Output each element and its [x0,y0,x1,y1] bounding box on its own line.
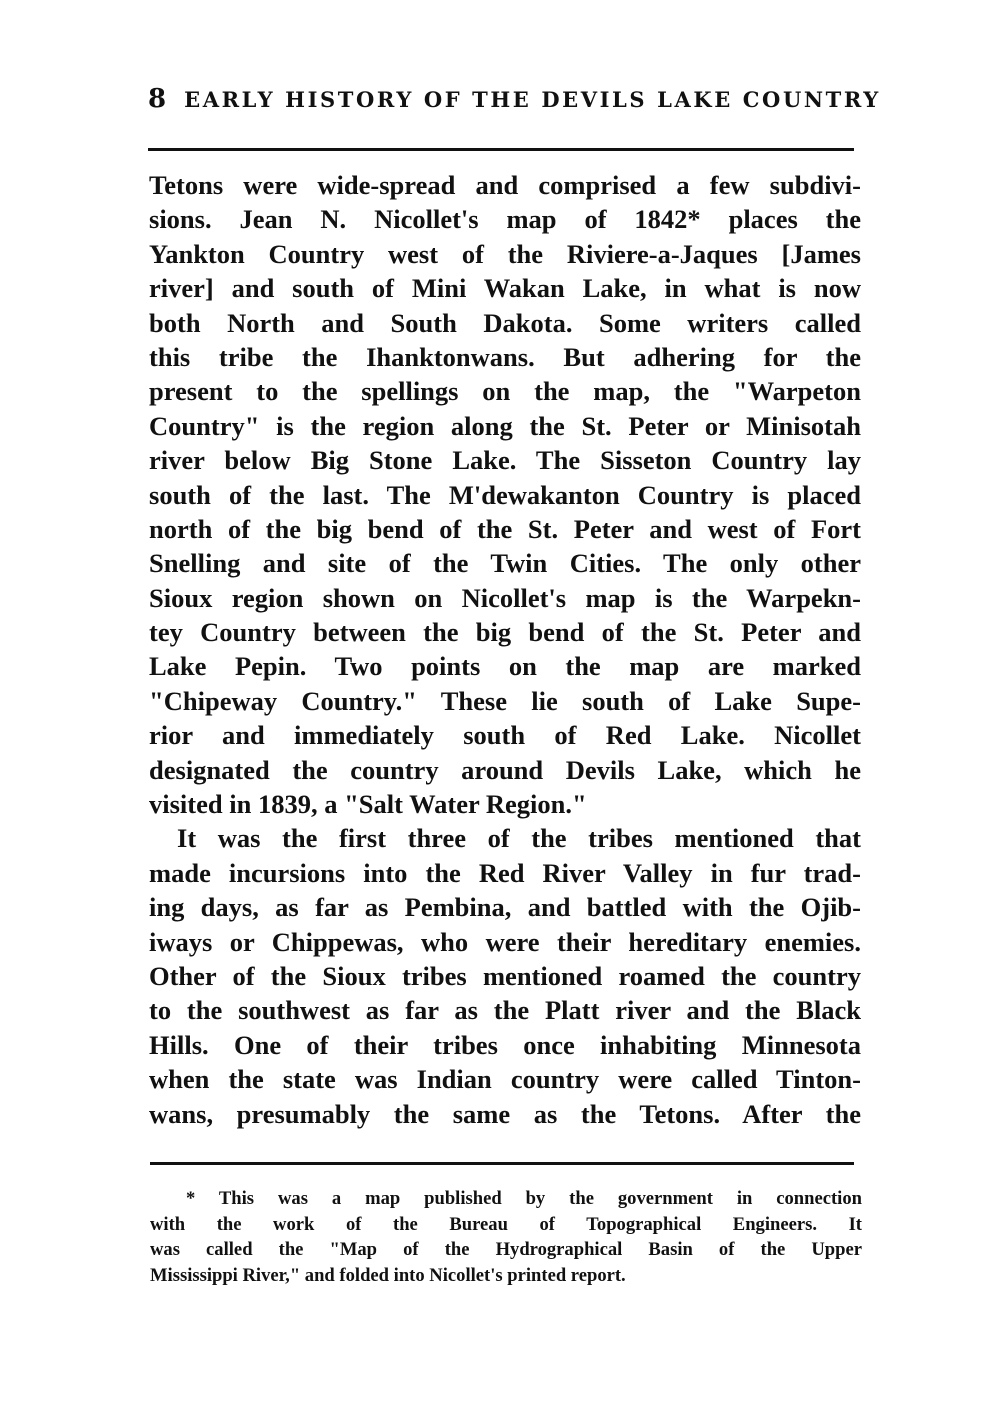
header-rule [148,148,854,151]
text-line: wans, presumably the same as the Tetons. After the [149,1098,861,1129]
text-line: designated the country around Devils Lake, which he [149,754,861,785]
text-line: Hills. One of their tribes once inhabiting Minnesota [149,1029,861,1060]
text-line: Snelling and site of the Twin Cities. The only other [149,548,861,579]
text-line: sions. Jean N. Nicollet's map of 1842* places the [149,204,861,235]
text-line: to the southwest as far as the Platt river and the Black [149,995,861,1026]
text-line: when the state was Indian country were called Tinton- [149,1064,861,1095]
text-line: river] and south of Mini Wakan Lake, in what is now [149,273,861,304]
text-line: visited in 1839, a "Salt Water Region." [149,789,587,820]
footnote-line: * This was a map published by the government in connection [186,1188,862,1209]
text-line: made incursions into the Red River Valley in fur trad- [149,857,861,888]
text-line: It was the first three of the tribes mentioned that [177,823,861,854]
body-text [149,168,861,1131]
footnote-rule [150,1162,854,1165]
text-line: ing days, as far as Pembina, and battled with the Ojib- [149,892,861,923]
text-line: Other of the Sioux tribes mentioned roamed the country [149,960,861,991]
text-line: present to the spellings on the map, the "Warpeton [149,376,861,407]
text-line: Tetons were wide-spread and comprised a few subdivi- [149,170,861,200]
footnote-line: Mississippi River," and folded into Nicollet's printed report. [150,1264,626,1286]
running-head-title: EARLY HISTORY OF THE DEVILS LAKE COUNTRY [184,87,881,112]
footnote-line: was called the "Map of the Hydrographical Basin of the Upper [150,1239,862,1260]
running-head [148,84,881,124]
text-line: Country" is the region along the St. Peter or Minisotah [149,410,861,441]
text-line: Yankton Country west of the Riviere-a-Jaques [James [149,238,861,269]
text-line: this tribe the Ihanktonwans. But adhering for the [149,341,861,372]
text-line: iways or Chippewas, who were their hereditary enemies. [149,926,861,957]
text-line: Sioux region shown on Nicollet's map is the Warpekn- [149,582,861,613]
text-line: tey Country between the big bend of the St. Peter and [149,617,861,648]
text-line: river below Big Stone Lake. The Sisseton Country lay [149,445,861,476]
footnote [150,1186,862,1288]
footnote-line: with the work of the Bureau of Topographical Engineers. It [150,1213,862,1235]
text-line: north of the big bend of the St. Peter and west of Fort [149,513,861,544]
text-line: south of the last. The M'dewakanton Country is placed [149,479,861,510]
text-line: rior and immediately south of Red Lake. Nicollet [149,720,861,751]
page-number: 8 [148,84,167,114]
text-line: "Chipeway Country." These lie south of Lake Supe- [149,685,861,716]
text-line: both North and South Dakota. Some writers called [149,307,861,338]
text-line: Lake Pepin. Two points on the map are marked [149,651,861,682]
